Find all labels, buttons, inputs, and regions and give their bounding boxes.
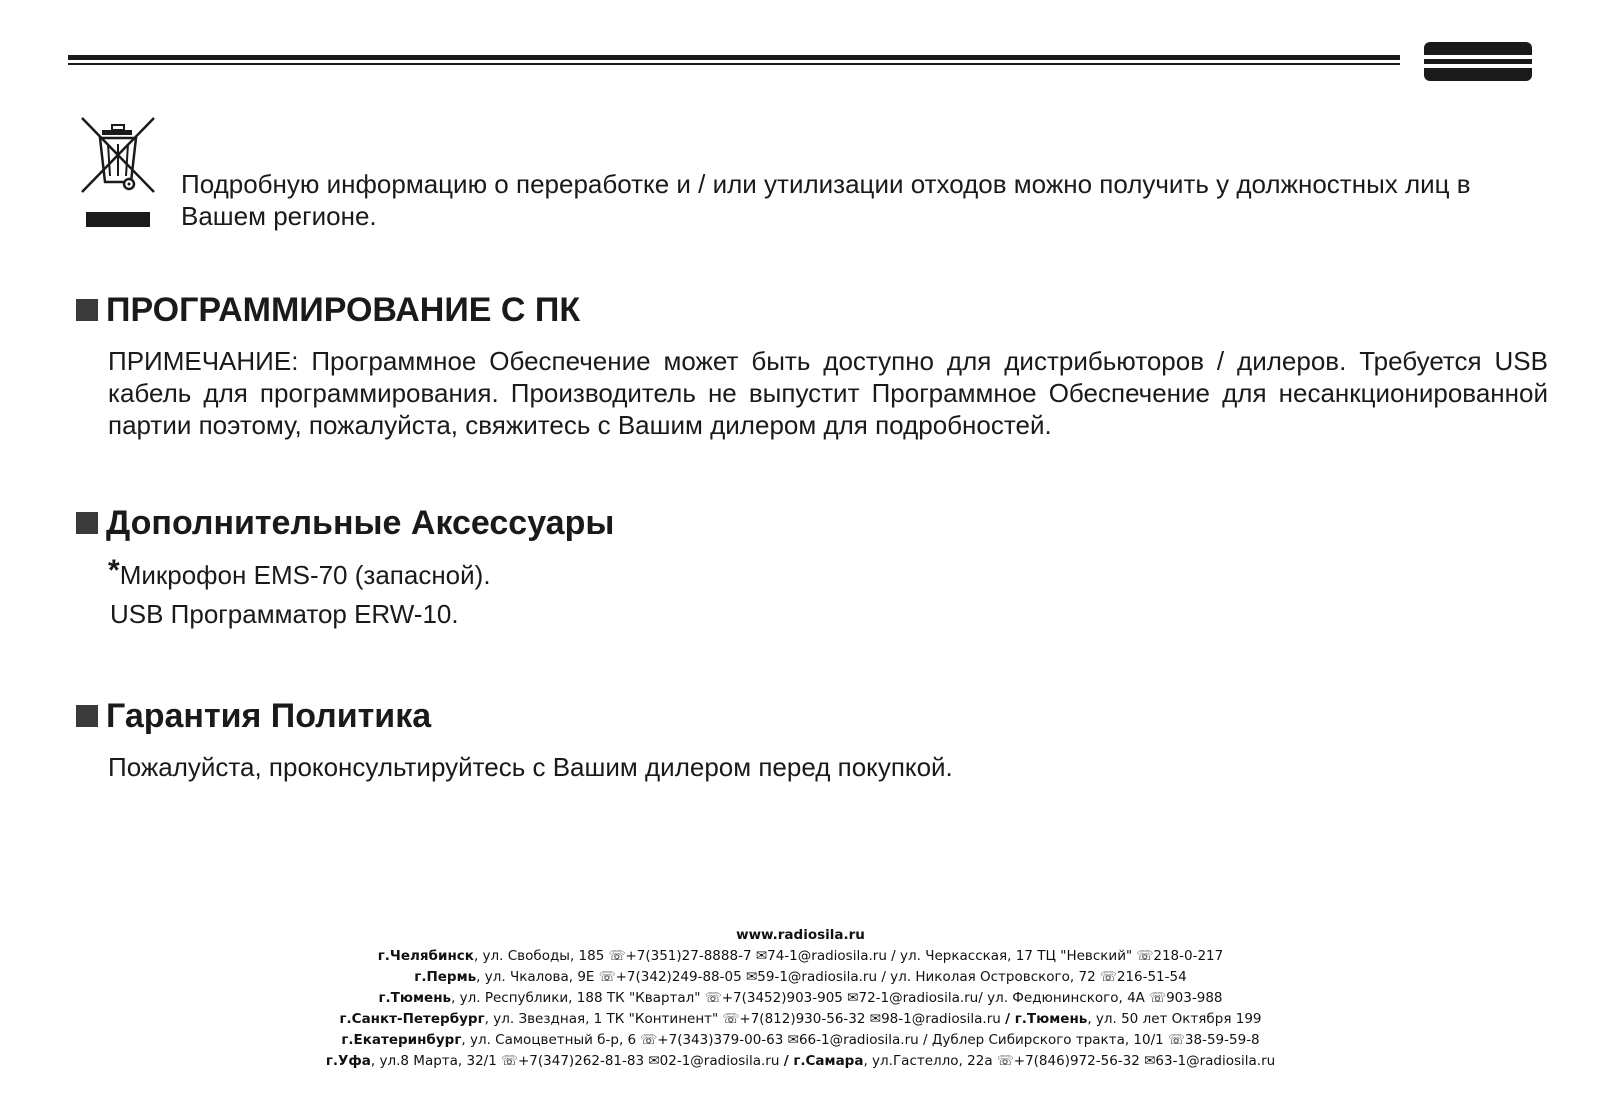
footer-address: , ул.8 Марта, 32/1 ☏+7(347)262-81-83 ✉02-1@radiosila.ru: [370, 1053, 784, 1069]
header-rule-thick: [68, 55, 1400, 60]
section-title-text: ПРОГРАММИРОВАНИЕ С ПК: [106, 291, 581, 329]
footer-contacts: [0, 925, 1601, 1072]
section-title-warranty: [76, 696, 431, 736]
footer-address: , ул. Звездная, 1 ТК "Континент" ☏+7(812)930-56-32 ✉98-1@radiosila.ru: [484, 1011, 1006, 1027]
footer-address: , ул. Самоцветный б-р, 6 ☏+7(343)379-00-63 ✉66-1@radiosila.ru / Дублер Сибирского тракта, 10/1 ☏38-59-59-8: [461, 1032, 1260, 1048]
accessory-item-programmer: USB Программатор ERW-10.: [110, 599, 459, 629]
bullet-square-icon: [76, 512, 98, 534]
asterisk-mark: *: [108, 554, 120, 587]
warranty-text: Пожалуйста, проконсультируйтесь с Вашим дилером перед покупкой.: [108, 752, 953, 782]
footer-city: г.Челябинск: [377, 948, 474, 964]
footer-city: г.Санкт-Петербург: [339, 1011, 485, 1027]
footer-line: [0, 1051, 1601, 1072]
footer-city: / г.Самара: [783, 1053, 864, 1069]
footer-city: г.Уфа: [325, 1053, 371, 1069]
bullet-square-icon: [76, 705, 98, 727]
section-title-text: Дополнительные Аксессуары: [106, 504, 615, 542]
footer-line: [0, 1009, 1601, 1030]
weee-bin-icon: [80, 116, 158, 234]
corner-tab-stripe: [1424, 55, 1532, 59]
section-title-programming: [76, 290, 580, 330]
programming-note: ПРИМЕЧАНИЕ: Программное Обеспечение может быть доступно для дистрибьюторов / дилеров. Требуется USB кабель для программирования. Производитель не выпустит Программное Обеспечение для несанкционированной партии поэтому, пожалуйста, свяжитесь с Вашим дилером для подробностей.: [108, 346, 1548, 440]
footer-city: / г.Тюмень: [1005, 1011, 1088, 1027]
footer-line: [0, 988, 1601, 1009]
header-rule-thin: [68, 63, 1400, 65]
page-corner-tab: [1424, 42, 1532, 81]
footer-address: , ул. 50 лет Октября 199: [1087, 1011, 1262, 1027]
header-rule: [68, 55, 1400, 65]
section-title-accessories: [76, 503, 614, 543]
footer-line: [0, 946, 1601, 967]
footer-address: , ул. Республики, 188 ТК "Квартал" ☏+7(3452)903-905 ✉72-1@radiosila.ru/ ул. Федюнинского, 4А ☏903-988: [451, 990, 1223, 1006]
footer-address: , ул. Чкалова, 9Е ☏+7(342)249-88-05 ✉59-1@radiosila.ru / ул. Николая Островского, 72 ☏216-51-54: [476, 969, 1187, 985]
footer-city: г.Тюмень: [378, 990, 452, 1006]
footer-website: www.radiosila.ru: [736, 927, 865, 943]
corner-tab-stripe: [1424, 64, 1532, 68]
footer-address: , ул.Гастелло, 22а ☏+7(846)972-56-32 ✉63-1@radiosila.ru: [863, 1053, 1276, 1069]
section-title-text: Гарантия Политика: [106, 697, 432, 735]
footer-city: г.Пермь: [414, 969, 477, 985]
accessory-label: Микрофон EMS-70 (запасной).: [119, 560, 491, 590]
footer-city: г.Екатеринбург: [341, 1032, 462, 1048]
recycling-notice: Подробную информацию о переработке и / или утилизации отходов можно получить у должностных лиц в Вашем регионе.: [181, 169, 1471, 231]
footer-address: , ул. Свободы, 185 ☏+7(351)27-8888-7 ✉74-1@radiosila.ru / ул. Черкасская, 17 ТЦ "Невский" ☏218-0-217: [473, 948, 1224, 964]
footer-line: [0, 967, 1601, 988]
bullet-square-icon: [76, 299, 98, 321]
footer-line: [0, 1030, 1601, 1051]
accessory-item-microphone: [108, 554, 491, 591]
